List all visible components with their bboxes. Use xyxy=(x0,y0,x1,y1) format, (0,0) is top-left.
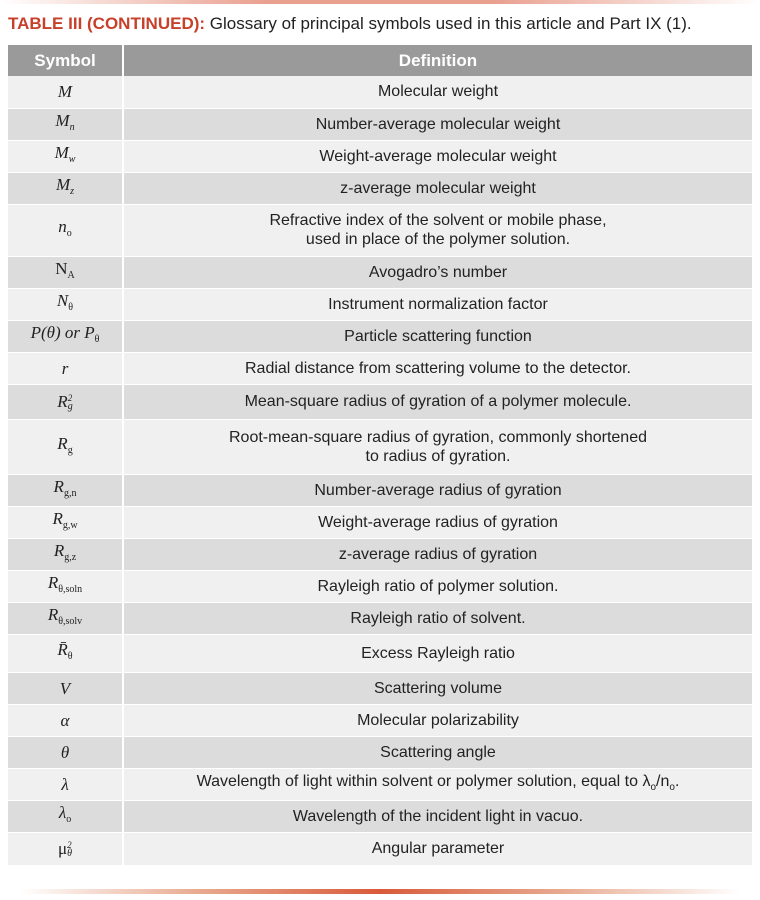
table-row xyxy=(8,800,752,832)
table-row xyxy=(8,634,752,672)
symbol-cell: $R_{g,w}$ xyxy=(8,506,123,538)
symbol-cell: $\lambda_o$ xyxy=(8,800,123,832)
definition-cell: Wavelength of the incident light in vacuo. xyxy=(123,800,752,832)
table-row xyxy=(8,384,752,419)
symbol-cell: R2 g xyxy=(8,384,123,419)
table-row xyxy=(8,204,752,256)
table-header-row xyxy=(8,45,752,76)
table-row xyxy=(8,602,752,634)
table-row xyxy=(8,352,752,384)
bottom-decorative-line xyxy=(20,889,740,894)
table-row xyxy=(8,108,752,140)
symbol-cell: $N_\theta$ xyxy=(8,288,123,320)
table-row xyxy=(8,140,752,172)
symbol-cell: λ xyxy=(8,768,123,800)
symbol-cell: V xyxy=(8,672,123,704)
header-symbol: Symbol xyxy=(8,45,123,76)
symbol-cell: α xyxy=(8,704,123,736)
symbol-cell: $R_{\theta,soln}$ xyxy=(8,570,123,602)
definition-cell: Scattering angle xyxy=(123,736,752,768)
definition-cell: Excess Rayleigh ratio xyxy=(123,634,752,672)
definition-cell: Root-mean-square radius of gyration, commonly shortened to radius of gyration. xyxy=(123,419,752,474)
definition-cell: Weight-average molecular weight xyxy=(123,140,752,172)
definition-cell: Rayleigh ratio of polymer solution. xyxy=(123,570,752,602)
definition-cell: z-average molecular weight xyxy=(123,172,752,204)
table-row xyxy=(8,538,752,570)
table-row xyxy=(8,768,752,800)
symbol-cell: $R_{g,n}$ xyxy=(8,474,123,506)
table-row xyxy=(8,288,752,320)
top-decorative-line xyxy=(0,0,760,4)
definition-cell: Weight-average radius of gyration xyxy=(123,506,752,538)
definition-cell: Rayleigh ratio of solvent. xyxy=(123,602,752,634)
glossary-table xyxy=(8,45,752,866)
definition-cell: Refractive index of the solvent or mobile phase, used in place of the polymer solution. xyxy=(123,204,752,256)
caption-label: TABLE III (CONTINUED): xyxy=(8,14,206,33)
table-row xyxy=(8,736,752,768)
symbol-cell: $R_{g,z}$ xyxy=(8,538,123,570)
definition-cell: Molecular polarizability xyxy=(123,704,752,736)
symbol-cell: $N_A$ xyxy=(8,256,123,288)
symbol-cell: $R_g$ xyxy=(8,419,123,474)
symbol-cell: $M_w$ xyxy=(8,140,123,172)
table-row xyxy=(8,172,752,204)
symbol-cell: $n_o$ xyxy=(8,204,123,256)
table-caption xyxy=(8,13,753,35)
caption-text: Glossary of principal symbols used in this article and Part IX (1). xyxy=(205,14,692,33)
symbol-cell: $M_n$ xyxy=(8,108,123,140)
table-row xyxy=(8,704,752,736)
definition-cell: Number-average molecular weight xyxy=(123,108,752,140)
symbol-cell: P(θ) or $P_\theta$ xyxy=(8,320,123,352)
symbol-cell: θ xyxy=(8,736,123,768)
definition-cell: Angular parameter xyxy=(123,832,752,865)
table-row xyxy=(8,570,752,602)
table-row xyxy=(8,506,752,538)
table-row xyxy=(8,672,752,704)
symbol-cell: $R̄_\theta$ xyxy=(8,634,123,672)
table-row xyxy=(8,474,752,506)
definition-cell: Wavelength of light within solvent or polymer solution, equal to $\lambda_o/n_o$. xyxy=(123,768,752,800)
table-row xyxy=(8,832,752,865)
definition-cell: Molecular weight xyxy=(123,76,752,108)
table-row xyxy=(8,256,752,288)
definition-cell: Instrument normalization factor xyxy=(123,288,752,320)
definition-cell: Particle scattering function xyxy=(123,320,752,352)
definition-cell: Radial distance from scattering volume to the detector. xyxy=(123,352,752,384)
definition-cell: z-average radius of gyration xyxy=(123,538,752,570)
header-definition: Definition xyxy=(123,45,752,76)
table-row xyxy=(8,419,752,474)
definition-cell: Mean-square radius of gyration of a polymer molecule. xyxy=(123,384,752,419)
definition-cell: Avogadro’s number xyxy=(123,256,752,288)
symbol-cell: r xyxy=(8,352,123,384)
definition-cell: Scattering volume xyxy=(123,672,752,704)
symbol-cell: $R_{\theta,solv}$ xyxy=(8,602,123,634)
table-row xyxy=(8,76,752,108)
symbol-cell: $M_z$ xyxy=(8,172,123,204)
symbol-cell: M xyxy=(8,76,123,108)
symbol-cell: μ2 θ xyxy=(8,832,123,865)
definition-cell: Number-average radius of gyration xyxy=(123,474,752,506)
table-row xyxy=(8,320,752,352)
